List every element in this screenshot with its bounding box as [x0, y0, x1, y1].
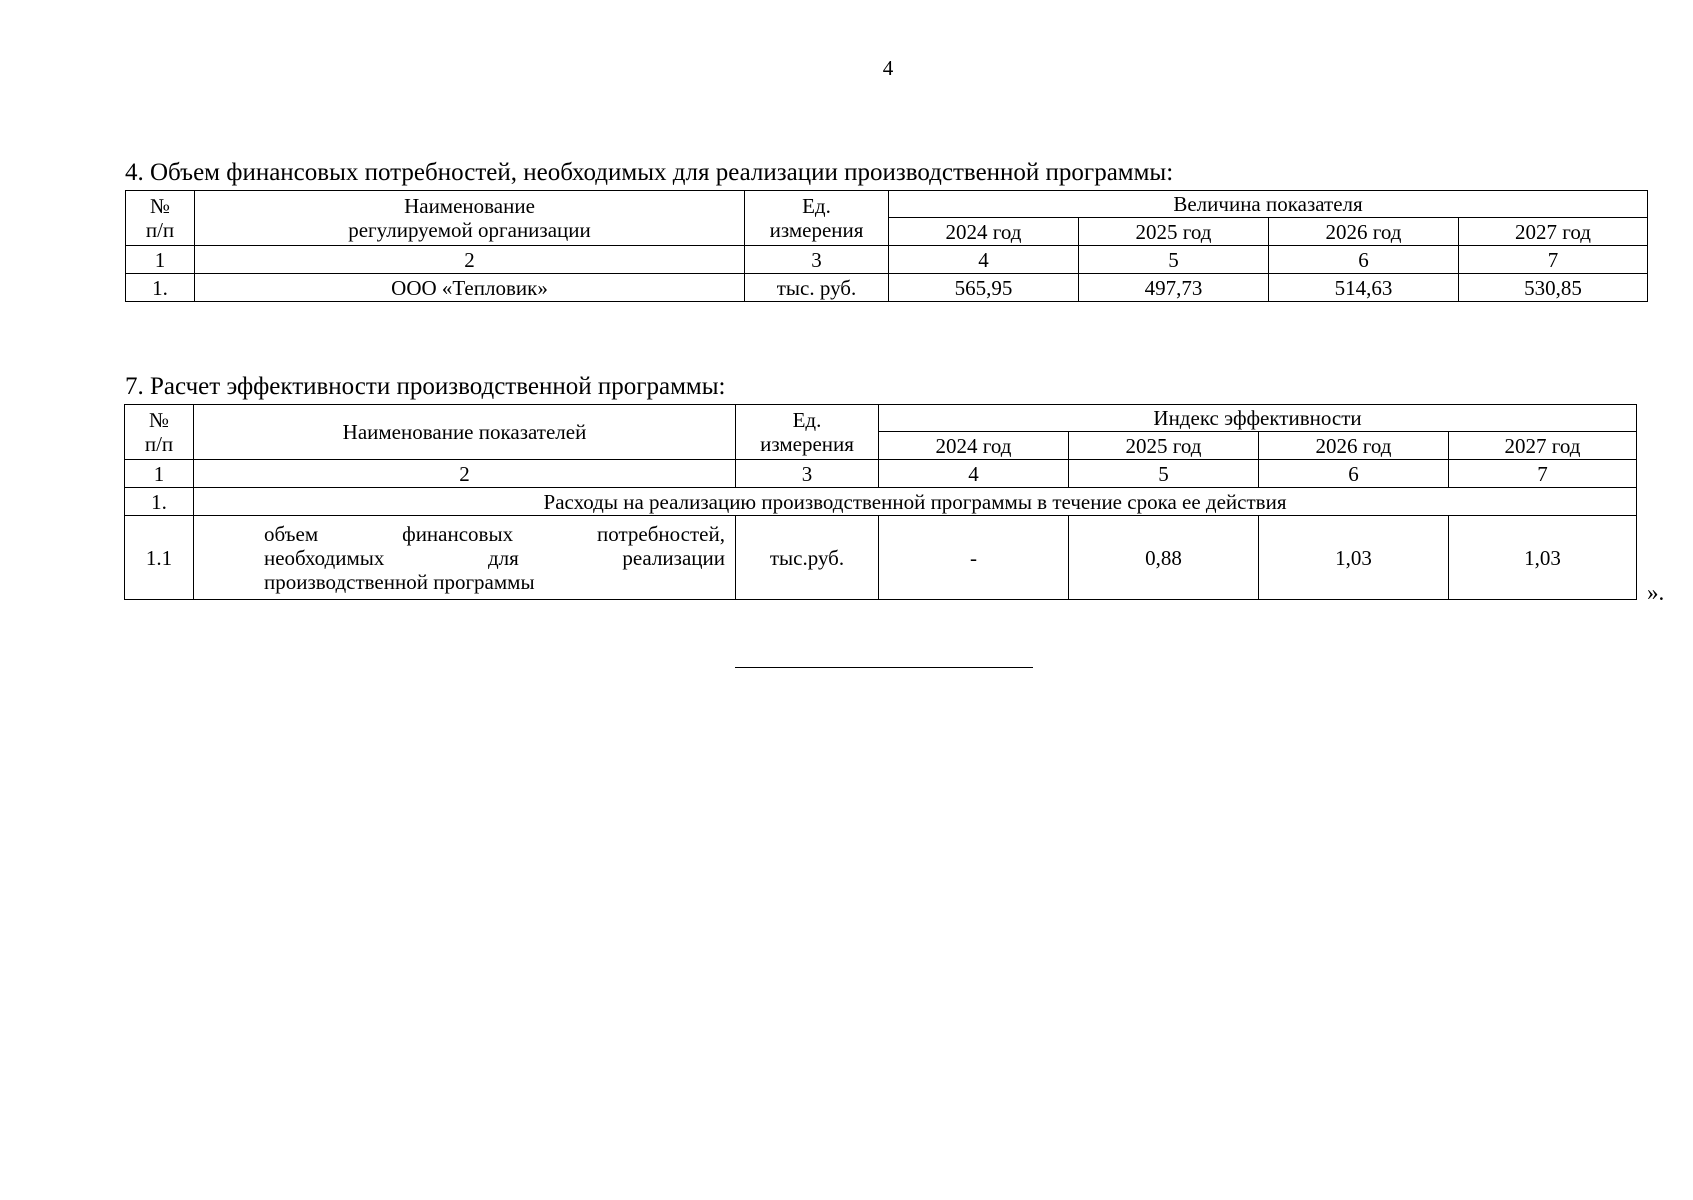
column-number: 5 [1069, 460, 1259, 488]
header-num-line1: № [148, 408, 170, 432]
header-unit-line2: измерения [760, 432, 854, 456]
header-unit-cell [736, 405, 879, 460]
column-number: 7 [1459, 246, 1648, 274]
column-number: 6 [1269, 246, 1459, 274]
row-indicator-name-line2: необходимых для реализации [264, 545, 725, 570]
column-number: 7 [1449, 460, 1637, 488]
table-header-row [125, 405, 1637, 432]
group-row-text: Расходы на реализацию производственной программы в течение срока ее действия [194, 488, 1637, 516]
group-row-num: 1. [125, 488, 194, 516]
column-number-row [126, 246, 1648, 274]
row-value-2027: 1,03 [1449, 516, 1637, 600]
header-num-line1: № [149, 194, 171, 218]
header-group-cell: Величина показателя [889, 191, 1648, 218]
end-separator-line [735, 667, 1033, 668]
row-indicator-name [194, 516, 736, 600]
financial-needs-table [125, 190, 1648, 302]
header-year-2024: 2024 год [889, 218, 1079, 246]
row-value-2026: 1,03 [1259, 516, 1449, 600]
header-year-2027: 2027 год [1459, 218, 1648, 246]
header-num-cell [126, 191, 195, 246]
closing-quote: ». [1647, 580, 1665, 605]
row-value-2025: 497,73 [1079, 274, 1269, 302]
header-name-cell [195, 191, 745, 246]
row-num: 1.1 [125, 516, 194, 600]
row-indicator-name-line1: объем финансовых потребностей, [264, 521, 725, 546]
header-name-line2: регулируемой организации [348, 218, 591, 242]
table-header-row [126, 191, 1648, 218]
row-value-2024: 565,95 [889, 274, 1079, 302]
header-num-cell [125, 405, 194, 460]
section-7-title: 7. Расчет эффективности производственной программы: [125, 373, 726, 400]
row-unit: тыс.руб. [736, 516, 879, 600]
row-indicator-name-line3: производственной программы [264, 569, 535, 594]
header-unit-line1: Ед. [802, 194, 831, 218]
page-number: 4 [882, 56, 894, 80]
header-unit-line1: Ед. [792, 408, 822, 432]
header-num-line2: п/п [145, 218, 175, 242]
column-number: 2 [195, 246, 745, 274]
column-number: 1 [125, 460, 194, 488]
column-number: 2 [194, 460, 736, 488]
header-unit-line2: измерения [769, 218, 864, 242]
row-value-2027: 530,85 [1459, 274, 1648, 302]
column-number-row [125, 460, 1637, 488]
row-unit: тыс. руб. [745, 274, 889, 302]
table-row [125, 516, 1637, 600]
column-number: 5 [1079, 246, 1269, 274]
header-year-2024: 2024 год [879, 432, 1069, 460]
group-row [125, 488, 1637, 516]
column-number: 3 [745, 246, 889, 274]
row-value-2025: 0,88 [1069, 516, 1259, 600]
column-number: 6 [1259, 460, 1449, 488]
row-organization-name: ООО «Тепловик» [195, 274, 745, 302]
column-number: 3 [736, 460, 879, 488]
column-number: 4 [879, 460, 1069, 488]
header-name-line1: Наименование [404, 194, 535, 218]
row-value-2026: 514,63 [1269, 274, 1459, 302]
row-num: 1. [126, 274, 195, 302]
efficiency-table [124, 404, 1637, 600]
column-number: 4 [889, 246, 1079, 274]
header-name-cell: Наименование показателей [194, 405, 736, 460]
header-num-line2: п/п [144, 432, 174, 456]
header-unit-cell [745, 191, 889, 246]
table-row [126, 274, 1648, 302]
header-year-2025: 2025 год [1069, 432, 1259, 460]
row-value-2024: - [879, 516, 1069, 600]
header-year-2026: 2026 год [1259, 432, 1449, 460]
header-year-2025: 2025 год [1079, 218, 1269, 246]
header-group-cell: Индекс эффективности [879, 405, 1637, 432]
header-year-2027: 2027 год [1449, 432, 1637, 460]
header-year-2026: 2026 год [1269, 218, 1459, 246]
section-4-title: 4. Объем финансовых потребностей, необходимых для реализации производственной программы: [125, 159, 1174, 186]
column-number: 1 [126, 246, 195, 274]
